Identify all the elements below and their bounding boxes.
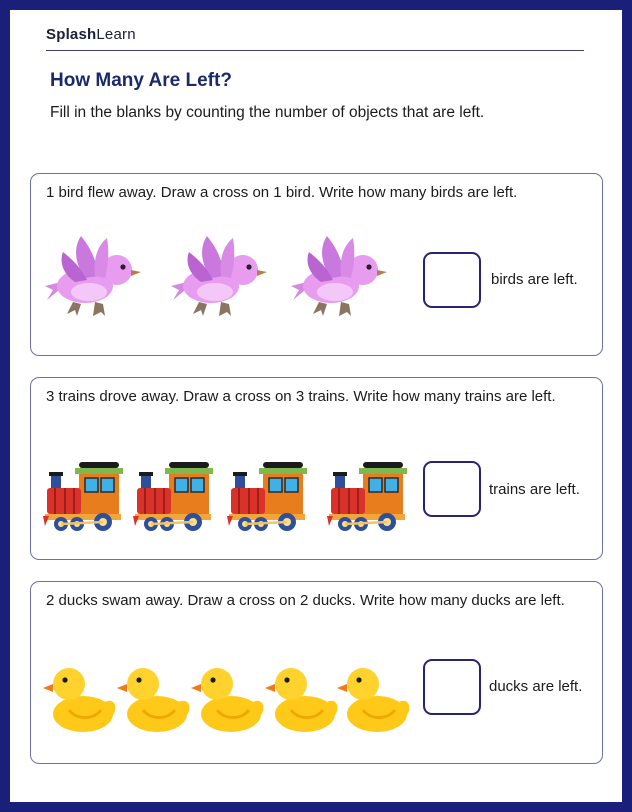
answer-label-ducks: ducks are left. <box>489 678 583 695</box>
duck-icon <box>43 658 117 734</box>
instructions: Fill in the blanks by counting the number of objects that are left. <box>50 104 485 121</box>
question-prompt: 3 trains drove away. Draw a cross on 3 trains. Write how many trains are left. <box>46 388 556 405</box>
answer-box-birds[interactable] <box>423 252 481 308</box>
train-icon <box>43 460 123 534</box>
duck-icon <box>337 658 411 734</box>
answer-label-trains: trains are left. <box>489 481 580 498</box>
splashlearn-logo: SplashLearn <box>46 26 136 43</box>
answer-label-birds: birds are left. <box>491 271 578 288</box>
answer-box-trains[interactable] <box>423 461 481 517</box>
bird-icon <box>291 234 389 324</box>
question-card-trains <box>30 377 603 560</box>
bird-icon <box>171 234 269 324</box>
answer-box-ducks[interactable] <box>423 659 481 715</box>
train-icon <box>133 460 213 534</box>
page-title: How Many Are Left? <box>50 70 232 91</box>
duck-icon <box>191 658 265 734</box>
duck-icon <box>265 658 339 734</box>
question-card-ducks <box>30 581 603 764</box>
worksheet-page <box>10 10 622 802</box>
bird-icon <box>45 234 143 324</box>
header-divider <box>46 50 584 51</box>
question-card-birds <box>30 173 603 356</box>
train-icon <box>327 460 407 534</box>
duck-icon <box>117 658 191 734</box>
train-icon <box>227 460 307 534</box>
question-prompt: 2 ducks swam away. Draw a cross on 2 ducks. Write how many ducks are left. <box>46 592 565 609</box>
question-prompt: 1 bird flew away. Draw a cross on 1 bird. Write how many birds are left. <box>46 184 518 201</box>
